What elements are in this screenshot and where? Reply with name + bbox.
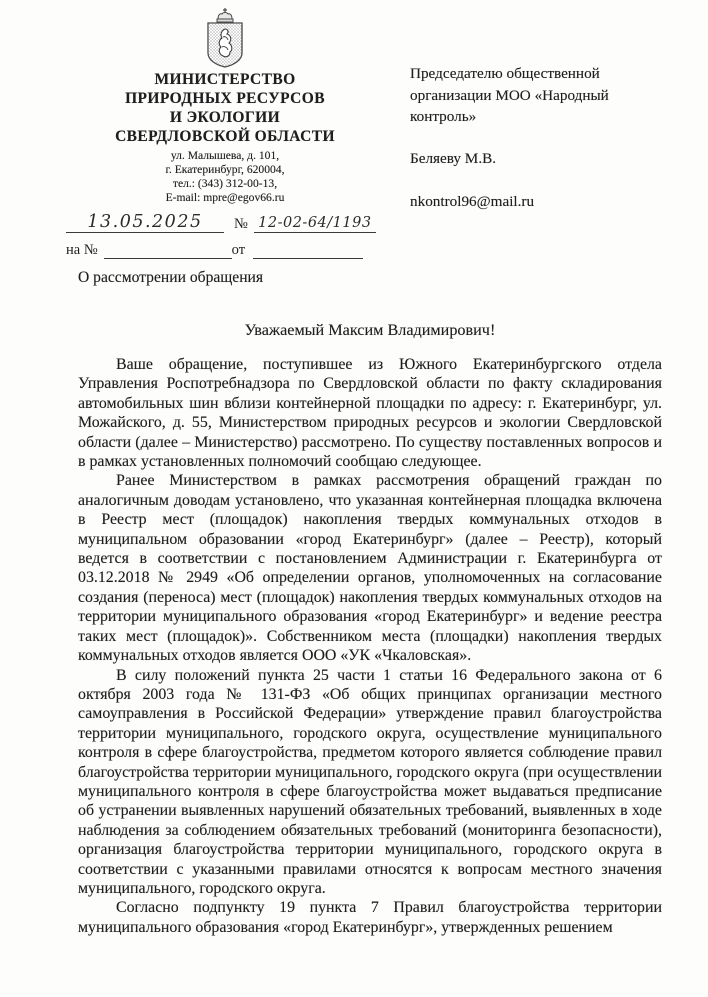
ministry-name-line: ПРИРОДНЫХ РЕСУРСОВ (125, 90, 325, 107)
ministry-name-line: СВЕРДЛОВСКОЙ ОБЛАСТИ (115, 128, 335, 145)
addressee-person: Беляеву М.В. (410, 149, 497, 167)
ministry-city: г. Екатеринбург, 620004, (165, 163, 285, 176)
handwritten-number: 12-02-64/1193 (258, 215, 372, 231)
reply-reference-row (66, 235, 396, 259)
ministry-name (66, 70, 384, 146)
subject-line: О рассмотрении обращения (78, 269, 264, 286)
addressee-block (410, 63, 668, 213)
ministry-phone: тел.: (343) 312-00-13, (172, 177, 278, 190)
reply-to-label: на № (66, 242, 98, 258)
ministry-contact-block (66, 149, 384, 205)
date-number-row (66, 209, 396, 233)
salutation: Уважаемый Максим Владимирович! (244, 321, 496, 339)
addressee-email: nkontrol96@mail.ru (410, 193, 535, 210)
ministry-email: E-mail: mpre@egov66.ru (165, 191, 285, 204)
reference-block (66, 209, 396, 259)
reply-from-date-field (253, 258, 363, 259)
sender-header (66, 70, 384, 205)
ministry-name-line: И ЭКОЛОГИИ (169, 109, 281, 126)
from-label: от (231, 242, 246, 258)
number-sign-label: № (234, 216, 248, 232)
ministry-street: ул. Малышева, д. 101, (170, 149, 280, 162)
outgoing-number-field (254, 215, 376, 233)
addressee-org: Председателю общественной организации МОО «Народный контроль» (410, 65, 609, 125)
coat-of-arms-icon (201, 7, 249, 69)
body-paragraph: Ранее Министерством в рамках рассмотрения обращений граждан по аналогичным доводам установлено, что указанная контейнерная площадка включена в Реестр мест (площадок) накопления твердых коммунальных отходов в муниципальном образовании «город Екатеринбург» (далее – Реестр), который ведется в соответствии с постановлением Администрации г. Екатеринбурга от 03.12.2018 № 2949 «Об определении органов, уполномоченных на согласование создания (переноса) мест (площадок) накопления твердых коммунальных отходов на территории муниципального образования «город Екатеринбург» и ведение реестра таких мест (площадок)». Собственником места (площадки) накопления твердых коммунальных отходов является ООО «УК «Чкаловская». (78, 472, 662, 665)
body-paragraph: В силу положений пункта 25 части 1 статьи 16 Федерального закона от 6 октября 2003 года № 131-ФЗ «Об общих принципах организации местного самоуправления в Российской Федерации» утверждение правил благоустройства территории муниципального, городского округа, осуществление муниципального контроля в сфере благоустройства, предметом которого является соблюдение правил благоустройства территории муниципального, городского округа (при осуществлении муниципального контроля в сфере благоустройства может выдаваться предписание об устранении выявленных нарушений обязательных требований, выявленных в ходе наблюдения за соблюдением обязательных требований (мониторинга безопасности), организация благоустройства территории муниципального, городского округа в соответствии с указанными правилами относятся к вопросам местного значения муниципального, городского округа. (78, 666, 662, 897)
handwritten-date: 13.05.2025 (87, 212, 203, 232)
outgoing-date-field (66, 212, 224, 233)
body-paragraph: Согласно подпункту 19 пункта 7 Правил благоустройства территории муниципального образования «город Екатеринбург», утвержденных решением (78, 899, 662, 936)
ministry-name-line: МИНИСТЕРСТВО (154, 71, 296, 88)
letter-body (78, 355, 662, 937)
body-paragraph: Ваше обращение, поступившее из Южного Екатеринбургского отдела Управления Роспотребнадзора по Свердловской области по факту складирования автомобильных шин вблизи контейнерной площадки по адресу: г. Екатеринбург, ул. Можайского, д. 55, Министерством природных ресурсов и экологии Свердловской области (далее – Министерство) рассмотрено. По существу поставленных вопросов и в рамках установленных полномочий сообщаю следующее. (78, 356, 662, 471)
reply-to-number-field (104, 258, 232, 259)
